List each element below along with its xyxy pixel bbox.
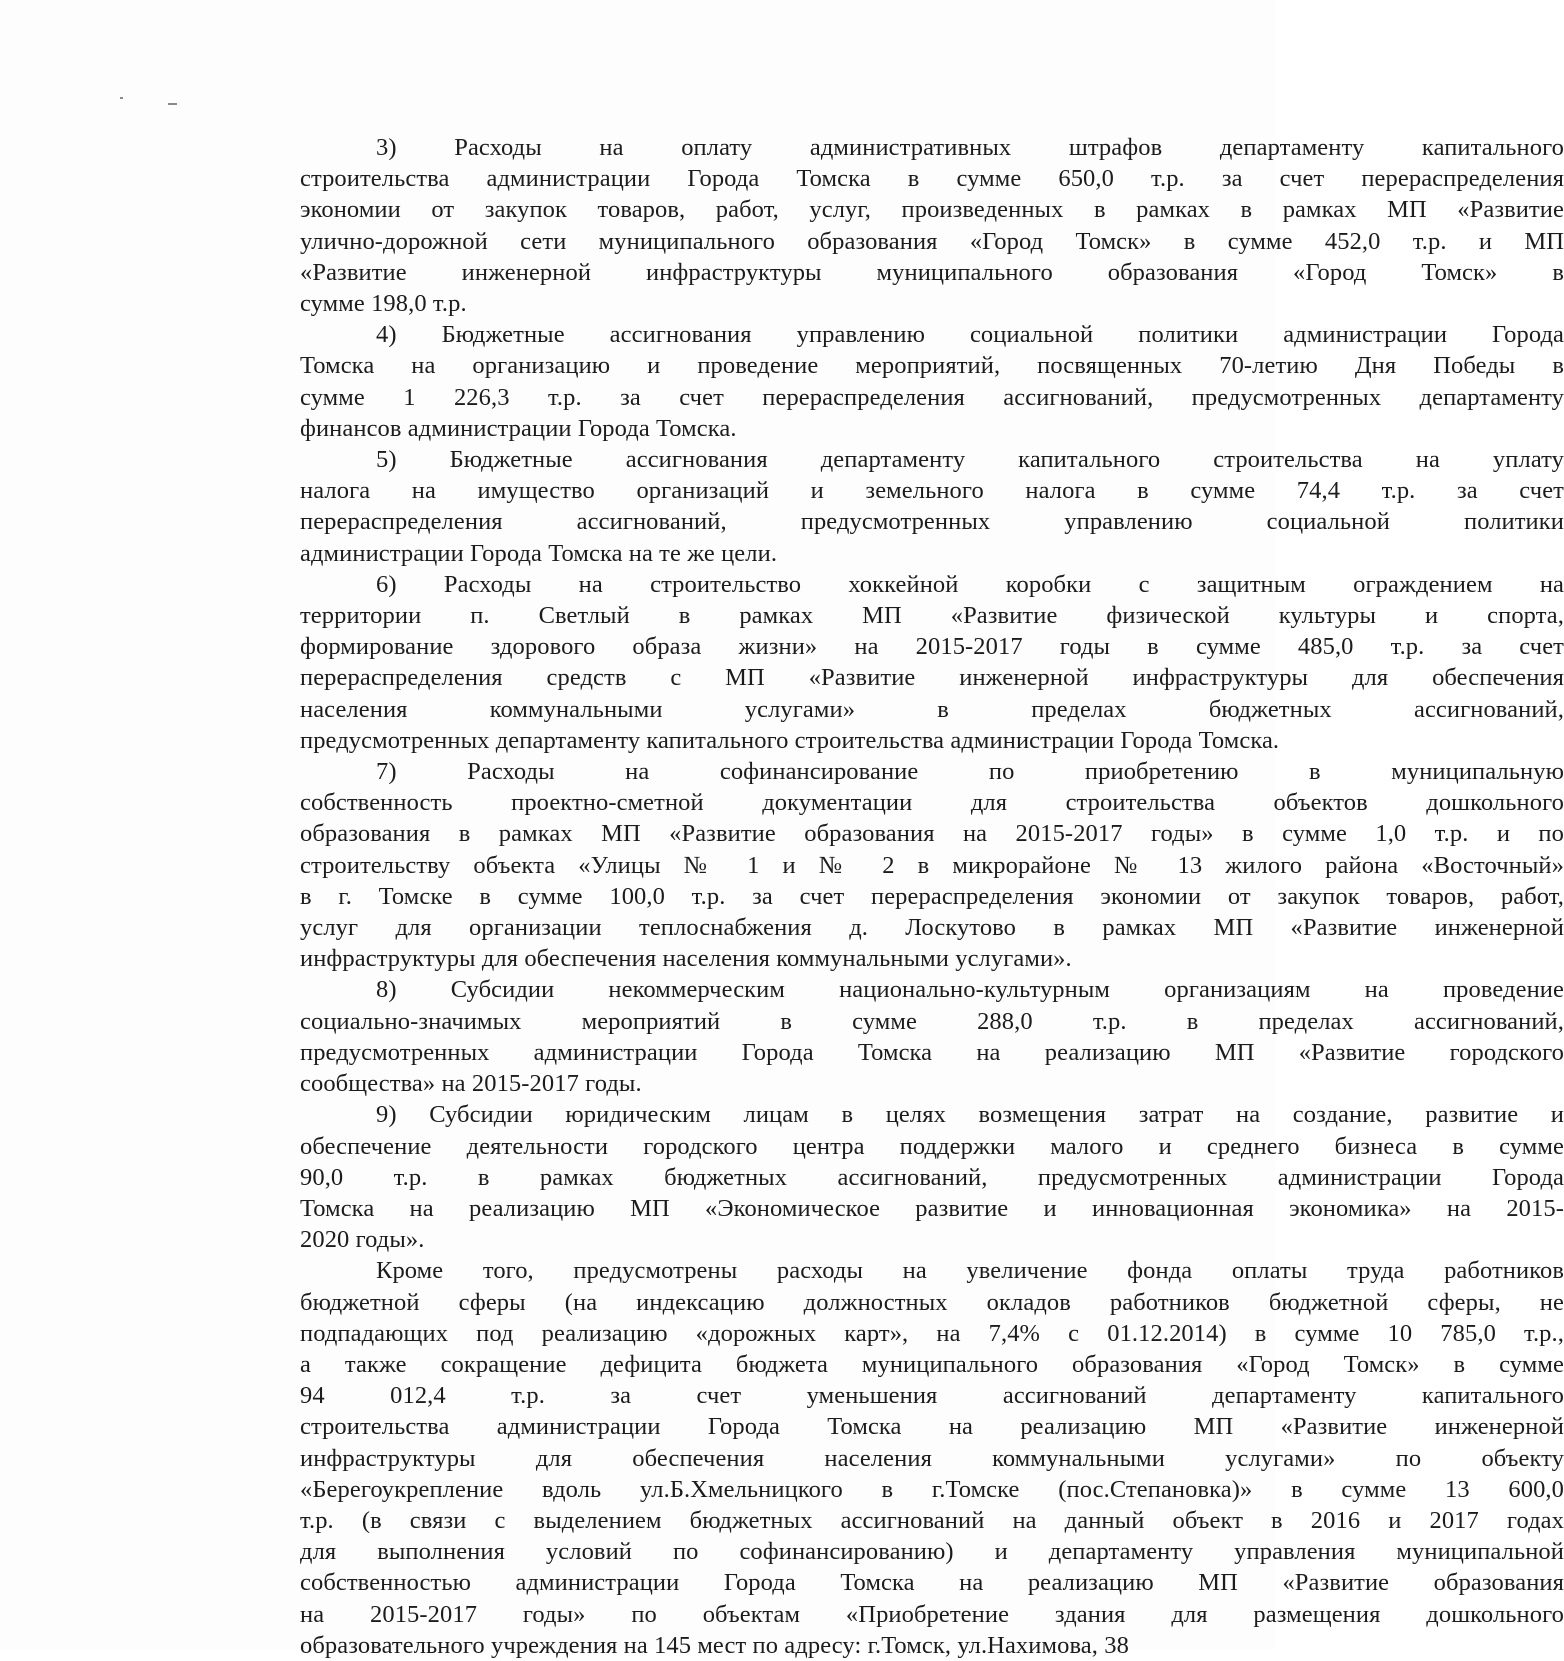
text-line: населения коммунальными услугами» в пределах бюджетных ассигнований, — [300, 695, 1564, 723]
paragraph-p9 — [224, 1099, 1564, 1255]
text-line: улично-дорожной сети муниципального образования «Город Томск» в сумме 452,0 т.р. и МП — [300, 227, 1564, 255]
text-line: сумме 1 226,3 т.р. за счет перераспределения ассигнований, предусмотренных департаменту — [300, 383, 1564, 411]
text-line: а также сокращение дефицита бюджета муниципального образования «Город Томск» в сумме — [300, 1350, 1564, 1378]
text-line: собственностью администрации Города Томска на реализацию МП «Развитие образования — [300, 1569, 1564, 1597]
text-line: 8) Субсидии некоммерческим национально-культурным организациям на проведение — [376, 976, 1564, 1004]
text-line: социально-значимых мероприятий в сумме 288,0 т.р. в пределах ассигнований, — [300, 1007, 1564, 1035]
text-line: сумме 198,0 т.р. — [300, 290, 467, 318]
text-line: Томска на организацию и проведение мероприятий, посвященных 70-летию Дня Победы в — [300, 352, 1564, 380]
text-line: подпадающих под реализацию «дорожных карт», на 7,4% с 01.12.2014) в сумме 10 785,0 т.р., — [300, 1319, 1564, 1347]
paragraph-p10 — [224, 1255, 1564, 1661]
text-line: на 2015-2017 годы» по объектам «Приобретение здания для размещения дошкольного — [300, 1600, 1564, 1628]
paragraph-p3 — [224, 132, 1564, 319]
text-line: для выполнения условий по софинансированию) и департаменту управления муниципальной — [300, 1538, 1564, 1566]
scan-speck — [120, 97, 123, 99]
text-line: в г. Томске в сумме 100,0 т.р. за счет перераспределения экономии от закупок товаров, работ, — [300, 882, 1564, 910]
paragraph-p7 — [224, 756, 1564, 974]
paragraph-p5 — [224, 444, 1564, 569]
text-line: финансов администрации Города Томска. — [300, 414, 737, 442]
text-line: 9) Субсидии юридическим лицам в целях возмещения затрат на создание, развитие и — [376, 1101, 1564, 1129]
paragraph-p8 — [224, 974, 1564, 1099]
text-line: Томска на реализацию МП «Экономическое развитие и инновационная экономика» на 2015- — [300, 1194, 1564, 1222]
text-line: предусмотренных администрации Города Томска на реализацию МП «Развитие городского — [300, 1038, 1564, 1066]
text-line: формирование здорового образа жизни» на 2015-2017 годы в сумме 485,0 т.р. за счет — [300, 633, 1564, 661]
text-line: перераспределения ассигнований, предусмотренных управлению социальной политики — [300, 508, 1564, 536]
text-line: обеспечение деятельности городского центра поддержки малого и среднего бизнеса в сумме — [300, 1132, 1564, 1160]
text-line: строительству объекта «Улицы № 1 и № 2 в микрорайоне № 13 жилого района «Восточный» — [300, 851, 1564, 879]
text-line: т.р. (в связи с выделением бюджетных ассигнований на данный объект в 2016 и 2017 годах — [300, 1506, 1564, 1534]
text-line: налога на имущество организаций и земельного налога в сумме 74,4 т.р. за счет — [300, 477, 1564, 505]
text-line: «Развитие инженерной инфраструктуры муниципального образования «Город Томск» в — [300, 258, 1564, 286]
text-line: 5) Бюджетные ассигнования департаменту капитального строительства на уплату — [376, 446, 1564, 474]
text-line: территории п. Светлый в рамках МП «Развитие физической культуры и спорта, — [300, 602, 1564, 630]
text-line: 3) Расходы на оплату административных штрафов департаменту капитального — [376, 134, 1564, 161]
text-line: 4) Бюджетные ассигнования управлению социальной политики администрации Города — [376, 321, 1564, 349]
paragraph-p4 — [224, 319, 1564, 444]
text-line: предусмотренных департаменту капитального строительства администрации Города Томска. — [300, 726, 1280, 754]
text-line: 7) Расходы на софинансирование по приобретению в муниципальную — [376, 758, 1564, 786]
text-line: образования в рамках МП «Развитие образования на 2015-2017 годы» в сумме 1,0 т.р. и по — [300, 820, 1564, 848]
text-line: Кроме того, предусмотрены расходы на увеличение фонда оплаты труда работников — [376, 1257, 1564, 1285]
scan-speck — [168, 103, 177, 105]
document-body — [224, 132, 1564, 1661]
text-line: 94 012,4 т.р. за счет уменьшения ассигнований департаменту капитального — [300, 1382, 1564, 1410]
text-line: 2020 годы». — [300, 1226, 425, 1254]
text-line: строительства администрации Города Томска на реализацию МП «Развитие инженерной — [300, 1413, 1564, 1441]
text-line: инфраструктуры для обеспечения населения коммунальными услугами» по объекту — [300, 1444, 1564, 1472]
text-line: «Берегоукрепление вдоль ул.Б.Хмельницкого в г.Томске (пос.Степановка)» в сумме 13 600,0 — [300, 1475, 1564, 1503]
text-line: 6) Расходы на строительство хоккейной коробки с защитным ограждением на — [376, 570, 1564, 598]
paragraph-p6 — [224, 569, 1564, 756]
text-line: перераспределения средств с МП «Развитие инженерной инфраструктуры для обеспечения — [300, 664, 1564, 692]
text-line: собственность проектно-сметной документации для строительства объектов дошкольного — [300, 789, 1564, 817]
text-line: администрации Города Томска на те же цели. — [300, 539, 778, 567]
text-line: строительства администрации Города Томска в сумме 650,0 т.р. за счет перераспределения — [300, 165, 1564, 193]
text-line: экономии от закупок товаров, работ, услуг, произведенных в рамках в рамках МП «Развитие — [300, 196, 1564, 224]
text-line: 90,0 т.р. в рамках бюджетных ассигнований, предусмотренных администрации Города — [300, 1163, 1564, 1191]
text-line: услуг для организации теплоснабжения д. Лоскутово в рамках МП «Развитие инженерной — [300, 914, 1564, 942]
text-line: образовательного учреждения на 145 мест по адресу: г.Томск, ул.Нахимова, 38 — [300, 1631, 1129, 1659]
text-line: бюджетной сферы (на индексацию должностных окладов работников бюджетной сферы, не — [300, 1288, 1564, 1316]
text-line: сообщества» на 2015-2017 годы. — [300, 1070, 642, 1098]
text-line: инфраструктуры для обеспечения населения коммунальными услугами». — [300, 945, 1072, 973]
